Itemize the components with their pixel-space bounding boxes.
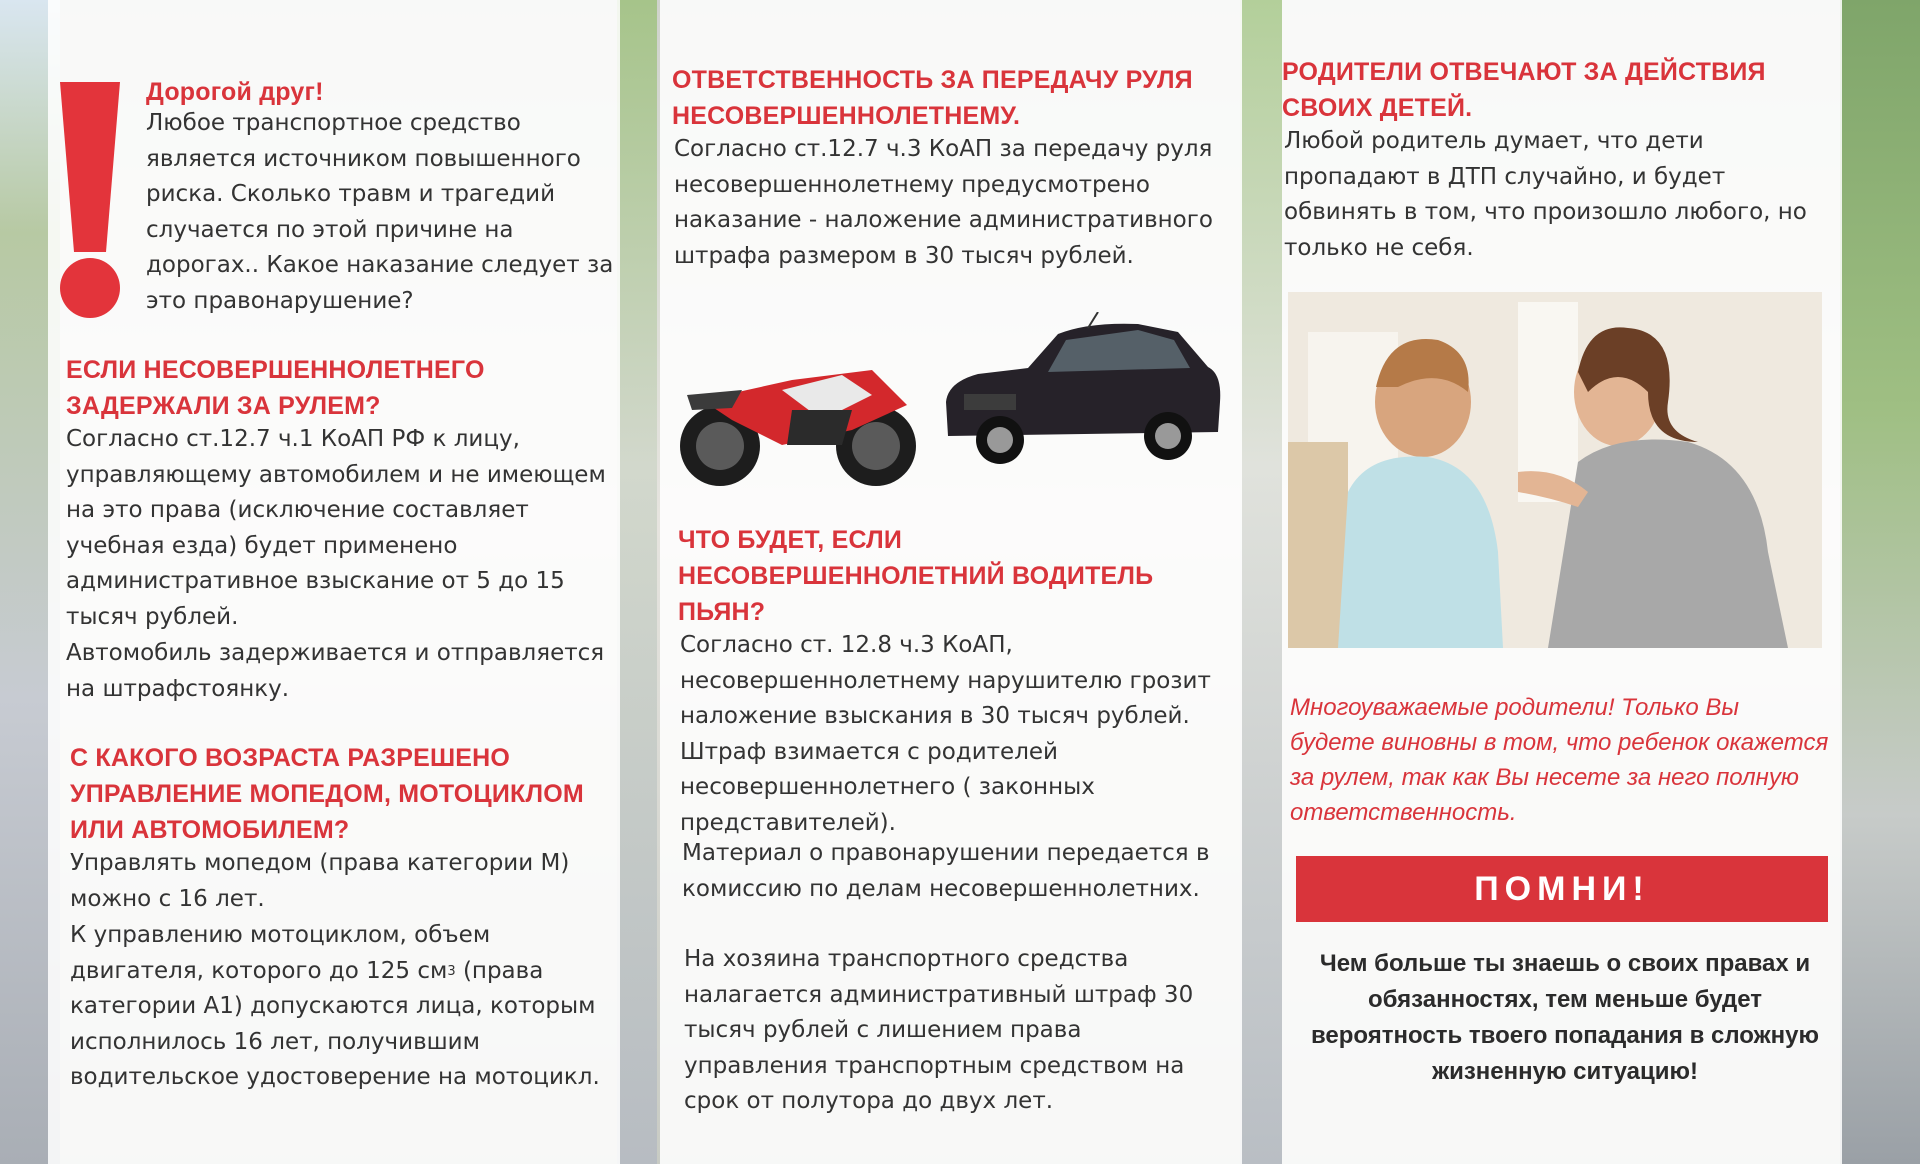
section-heading-detained: ЕСЛИ НЕСОВЕРШЕННОЛЕТНЕГО ЗАДЕРЖАЛИ ЗА РУЛЕМ? bbox=[66, 356, 485, 420]
section-heading-age: С КАКОГО ВОЗРАСТА РАЗРЕШЕНО УПРАВЛЕНИЕ МОПЕДОМ, МОТОЦИКЛОМ ИЛИ АВТОМОБИЛЕМ? bbox=[70, 744, 584, 844]
motorcycle-image bbox=[672, 350, 924, 492]
mother-son-illustration bbox=[1288, 292, 1822, 648]
background-strip-middle-2 bbox=[1240, 0, 1282, 1164]
section-text-drunk: Согласно ст. 12.8 ч.3 КоАП, несовершеннолетнему нарушителю грозит наложение взыскания в 30 тысяч рублей. Штраф взимается с родителей несовершеннолетнего ( законных представителей). bbox=[680, 632, 1211, 836]
intro-text: Любое транспортное средство является источником повышенного риска. Сколько травм и трагедий случается по этой причине на дорогах.. Какое наказание следует за это правонарушение? bbox=[146, 110, 614, 314]
exclamation-icon bbox=[58, 80, 122, 320]
section-text-commission: Материал о правонарушении передается в комиссию по делам несовершеннолетних. bbox=[682, 840, 1210, 902]
section-text-motorcycle bbox=[70, 918, 620, 1096]
section-text-parents: Любой родитель думает, что дети пропадают в ДТП случайно, и будет обвинять в том, что произошло любого, но только не себя. bbox=[1284, 128, 1807, 261]
appeal-to-parents: Многоуважаемые родители! Только Вы будете виновны в том, что ребенок окажется за рулем, так как Вы несете за него полную ответственность. bbox=[1290, 694, 1829, 826]
motorcycle-text-part1: К управлению мотоциклом, объем двигателя, которого до 125 см bbox=[70, 922, 491, 984]
section-text-transfer: Согласно ст.12.7 ч.3 КоАП за передачу руля несовершеннолетнему предусмотрено наказание - наложение административного штрафа размером в 30 тысяч рублей. bbox=[674, 136, 1213, 269]
section-heading-transfer: ОТВЕТСТВЕННОСТЬ ЗА ПЕРЕДАЧУ РУЛЯ НЕСОВЕРШЕННОЛЕТНЕМУ. bbox=[672, 66, 1193, 130]
section-text-detained: Согласно ст.12.7 ч.1 КоАП РФ к лицу, управляющему автомобилем и не имеющем на это права (исключение составляет учебная езда) будет применено административное взыскание от 5 до 15 тысяч рублей. bbox=[66, 426, 606, 630]
section-heading-drunk: ЧТО БУДЕТ, ЕСЛИ НЕСОВЕРШЕННОЛЕТНИЙ ВОДИТЕЛЬ ПЬЯН? bbox=[678, 526, 1154, 626]
section-text-impound: Автомобиль задерживается и отправляется на штрафстоянку. bbox=[66, 640, 605, 702]
superscript: 3 bbox=[447, 963, 456, 979]
section-text-moped: Управлять мопедом (права категории М) можно с 16 лет. bbox=[70, 850, 570, 912]
motorcycle-text-part2: (права категории А1) допускаются лица, которым исполнилось 16 лет, получившим водительское удостоверение на мотоцикл. bbox=[70, 957, 600, 1090]
section-text-owner-fine: На хозяина транспортного средства налагается административный штраф 30 тысяч рублей с лишением права управления транспортным средством на срок от полутора до двух лет. bbox=[684, 946, 1194, 1114]
background-strip-middle bbox=[617, 0, 657, 1164]
closing-note: Чем больше ты знаешь о своих правах и обязанностях, тем меньше будет вероятность твоего попадания в сложную жизненную ситуацию! bbox=[1310, 950, 1820, 1085]
remember-banner: ПОМНИ! bbox=[1296, 856, 1828, 922]
car-image bbox=[938, 312, 1226, 488]
mother-son-photo bbox=[1288, 292, 1822, 648]
greeting-heading: Дорогой друг! bbox=[146, 78, 324, 106]
background-strip-right bbox=[1840, 0, 1920, 1164]
section-heading-parents: РОДИТЕЛИ ОТВЕЧАЮТ ЗА ДЕЙСТВИЯ СВОИХ ДЕТЕЙ. bbox=[1282, 58, 1766, 122]
